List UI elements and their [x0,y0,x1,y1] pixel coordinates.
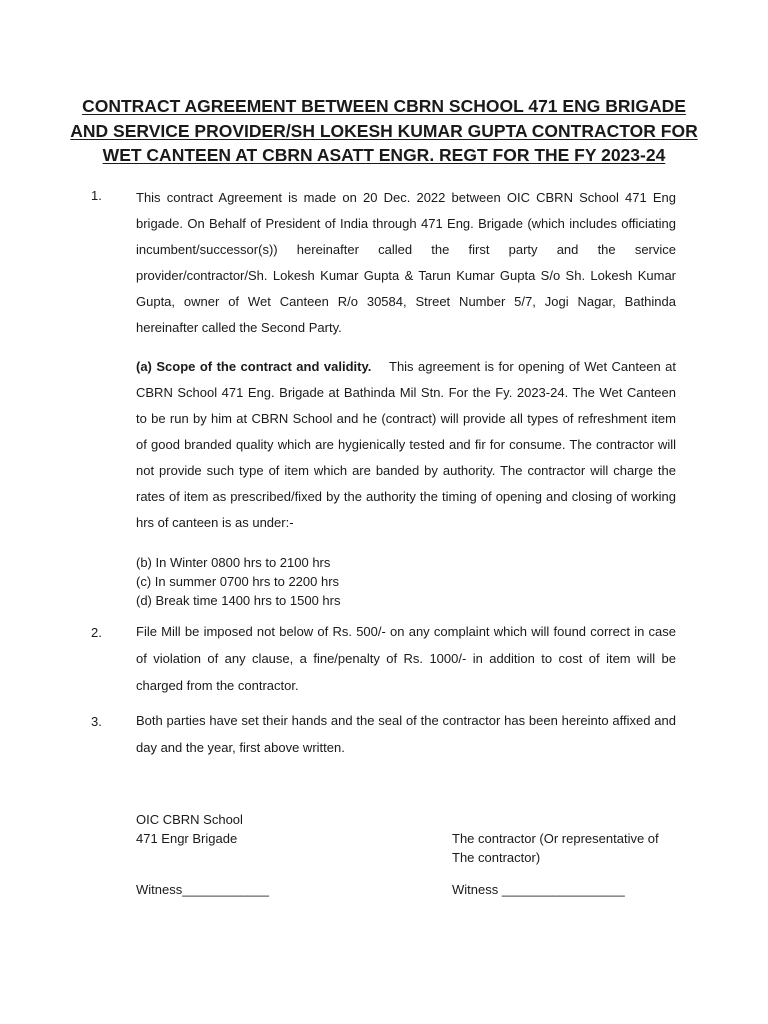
first-party-line-2: 471 Engr Brigade [136,831,238,846]
scope-text: This agreement is for opening of Wet Canteen at CBRN School 471 Eng. Brigade at Bathinda Mil Stn. For the Fy. 2023-24. The Wet Canteen to be run by him at CBRN School and he (contract) will provide all types of refreshment item of good branded quality which are hygienically tested and fir for consume. The contractor will not provide such type of item which are banded by authority. The contractor will charge the rates of item as prescribed/fixed by the authority the timing of opening and closing of working hrs of canteen is as under:- [136,359,677,530]
clause-2-number: 2. [91,625,102,640]
clause-1-number: 1. [91,188,102,203]
timing-winter: (b) In Winter 0800 hrs to 2100 hrs [136,555,331,570]
timing-break: (d) Break time 1400 hrs to 1500 hrs [136,593,341,608]
clause-1-text: This contract Agreement is made on 20 Dec. 2022 between OIC CBRN School 471 Eng brigade. On Behalf of President of India through 471 Eng. Brigade (which includes officiating incumbent/successor(s)) hereinafter called the first party and the service provider/contractor/Sh. Lokesh Kumar Gupta & Tarun Kumar Gupta S/o Sh. Lokesh Kumar Gupta, owner of Wet Canteen R/o 30584, Street Number 5/7, Jogi Nagar, Bathinda hereinafter called the Second Party. [136,190,676,335]
second-party-line-1: The contractor (Or representative of [452,831,659,846]
second-party-line-2: The contractor) [452,850,541,865]
scope-heading: (a) Scope of the contract and validity. [136,359,372,374]
second-party-witness: Witness _________________ [452,882,625,897]
title-line-1: CONTRACT AGREEMENT BETWEEN CBRN SCHOOL 471 ENG BRIGADE [82,96,686,116]
timing-summer: (c) In summer 0700 hrs to 2200 hrs [136,574,340,589]
clause-3-number: 3. [91,714,102,729]
first-party-witness: Witness____________ [136,882,269,897]
clause-3-text: Both parties have set their hands and the seal of the contractor has been hereinto affixed and day and the year, first above written. [136,713,676,755]
first-party-signature [136,810,243,848]
clause-1-scope [136,354,676,536]
clause-2-text: File Mill be imposed not below of Rs. 500/- on any complaint which will found correct in case of violation of any clause, a fine/penalty of Rs. 1000/- in addition to cost of item will be charged from the contractor. [136,624,676,693]
title-line-3: WET CANTEEN AT CBRN ASATT ENGR. REGT FOR THE FY 2023-24 [102,145,666,165]
first-party-line-1: OIC CBRN School [136,812,243,827]
title-line-2: AND SERVICE PROVIDER/SH LOKESH KUMAR GUPTA CONTRACTOR FOR [70,120,698,141]
canteen-timings [136,553,341,610]
second-party-signature [452,829,659,867]
document-title [60,94,708,168]
